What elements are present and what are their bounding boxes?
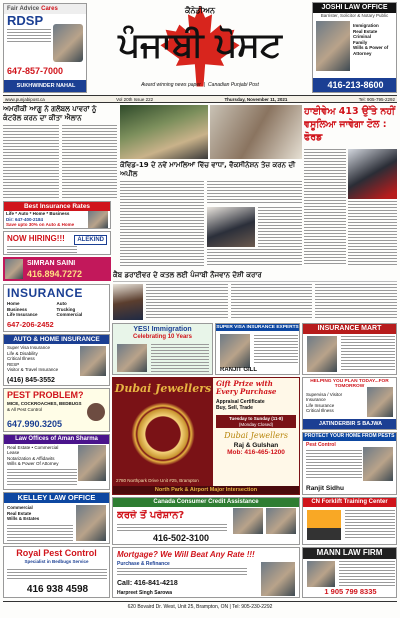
ad-tagline: Celebrating 10 Years <box>133 333 192 340</box>
news-photo-crowd <box>120 105 208 159</box>
service-item: Life Insurance <box>7 312 38 317</box>
ad-offer: Save upto 30% on Auto & Home <box>6 222 75 228</box>
services-list <box>303 391 365 415</box>
mortgage-ad <box>112 547 300 598</box>
article-body-text <box>207 181 302 205</box>
article-body-text <box>304 149 346 266</box>
ad-phone: 1 905 799 8335 <box>324 587 377 596</box>
broker-name: Harpreet Singh Sarowa <box>117 590 173 596</box>
service-item: Supervisa / Visitor Insurance <box>306 391 343 403</box>
service-item: RESP <box>7 361 20 367</box>
article-lead-left <box>3 125 117 199</box>
store-name-script: Dubai Jewellers <box>224 431 288 440</box>
ad-title: INSURANCE MART <box>303 324 396 334</box>
agent-photo <box>5 259 23 279</box>
jewellery-panel <box>113 378 213 486</box>
masthead <box>90 2 310 94</box>
ad-subtitle: Pest Control <box>306 441 336 448</box>
broker-photo <box>261 562 295 596</box>
ad-title: Best Insurance Rates <box>4 202 110 211</box>
service-item: Appraisal Certificate <box>216 399 265 405</box>
dubai-jewellers-ad <box>112 377 300 495</box>
ad-phone: 416 938 4598 <box>26 584 89 595</box>
store-hours <box>216 415 296 428</box>
issue-date: Thursday, November 11, 2021 <box>224 96 288 102</box>
ad-subtitle: Barrister, Solicitor & Notary Public <box>320 12 389 18</box>
service-item: Visitor & Travel Insurance <box>7 367 59 373</box>
tagline-right: Canadian Punjabi Post <box>208 82 259 88</box>
ad-body-text <box>7 525 73 541</box>
ad-title: YES! Immigration <box>133 326 192 333</box>
ad-body-text <box>7 569 107 581</box>
tagline-left: Award winning news paper <box>141 82 201 88</box>
advisor-photo <box>233 508 263 534</box>
agent-name: JATINDERBIR S BAJWA <box>303 419 397 429</box>
service-item: Trucking <box>56 306 76 312</box>
ad-body-text <box>341 336 395 372</box>
protect-home-pests-ad <box>302 432 397 495</box>
insurance-mart-ad <box>302 323 397 375</box>
ad-title: PROTECT YOUR HOME FROM PESTS <box>304 433 395 439</box>
advisor-name: SUKHWINDER NAHAL <box>4 80 87 92</box>
article-body-text <box>146 284 228 320</box>
brand-name: Fair Advice <box>7 6 40 12</box>
service-item: Immigration <box>353 23 379 28</box>
simran-saini-ad <box>3 257 111 281</box>
kelley-law-ad <box>3 492 110 544</box>
ad-phone: 416-213-8600 <box>313 78 397 92</box>
advisor-photo <box>266 508 296 534</box>
ad-title: PEST PROBLEM? <box>7 390 84 400</box>
services-list <box>216 399 296 411</box>
ad-title: AUTO & HOME INSURANCE <box>4 335 109 344</box>
super-visa-insurance-ad <box>215 323 300 375</box>
agent-name: RANJIT GILL <box>220 367 257 373</box>
technician-photo <box>363 447 393 481</box>
agent-phone: 416.894.7272 <box>27 269 83 279</box>
ad-body-text <box>117 524 227 532</box>
ad-body-text <box>7 246 77 254</box>
ad-title: CN Forklift Training Center <box>303 498 396 507</box>
lawyer-photo <box>316 21 350 71</box>
tagline-divider: | <box>203 82 206 88</box>
pest-problem-ad <box>3 388 110 432</box>
article-second <box>146 284 397 320</box>
service-item: Super Visa Insurance <box>7 345 50 351</box>
store-name: Dubai Jewellers <box>114 382 212 395</box>
service-item: Home <box>7 301 20 306</box>
article-body-text <box>348 201 397 266</box>
services-list <box>353 23 396 56</box>
masthead-tagline <box>90 82 310 88</box>
lawyer-photo <box>307 561 335 587</box>
ad-body-text <box>7 29 51 43</box>
store-mobile: Mob: 416-465-1200 <box>227 449 285 456</box>
brand-tag: Cares <box>41 6 58 12</box>
ad-phone: 647-206-2452 <box>7 320 54 329</box>
issue-number: Vol 20th Issue 222 <box>116 96 154 102</box>
service-item: Life Insurance <box>306 402 335 408</box>
ad-headline: RDSP <box>7 13 44 28</box>
service-item: Buy, Sell, Trade <box>216 405 253 411</box>
company-logo: ALEKIND <box>74 235 107 245</box>
article-body-text <box>315 284 397 320</box>
agent-name: SIMRAN SAINI <box>27 260 76 267</box>
service-item: Wills & Power of Attorney <box>353 45 389 56</box>
article-body-text <box>258 207 302 247</box>
ad-phone: 647.990.3205 <box>7 419 63 429</box>
credit-assistance-ad <box>112 497 300 545</box>
services-list <box>4 444 74 468</box>
ad-body-text <box>345 510 395 540</box>
ad-body-text <box>306 450 362 480</box>
service-item: Real Estate <box>353 28 378 34</box>
hours-closed: (Monday Closed) <box>238 421 274 427</box>
service-item: Family <box>353 39 368 45</box>
service-item: Wills & Estates <box>7 516 40 522</box>
contact: Tel: 905-795-2292 <box>358 96 395 102</box>
ad-phone: 416-502-3100 <box>153 533 210 543</box>
agent-photo <box>80 346 106 376</box>
article-body-text <box>62 125 118 199</box>
ad-title: Canada Consumer Credit Assistance <box>113 498 299 507</box>
forklift-icon <box>307 510 341 540</box>
ad-phone: Dir: 647-400-2184 <box>6 216 44 222</box>
masthead-overline: ਕੈਨੇਡੀਅਨ <box>185 6 215 15</box>
headline-lead-left: ਅਮਰੀਕੀ ਆਗੂ ਨੇ ਗਲੋਬਲ ਪਾਵਰਾਂ ਨੂੰ ਕੰਟਰੋਲ ਕਰਨ ਦਾ ਕੀਤਾ ਐਲਾਨ <box>3 105 97 122</box>
immigration-ad <box>112 323 213 375</box>
ad-phone: (416) 845-3552 <box>7 377 55 384</box>
ad-body-text <box>339 561 395 587</box>
ad-body-text <box>117 568 247 577</box>
service-item: Real Estate <box>7 510 32 516</box>
aman-sharma-law-ad <box>3 434 110 490</box>
advisor-phone: 647-857-7000 <box>7 66 64 76</box>
service-item: Critical Illness <box>306 408 334 414</box>
agent-photo <box>220 334 250 368</box>
hiring-ad <box>3 231 111 255</box>
ad-title: INSURANCE <box>7 286 83 300</box>
service-item: Critical Illness <box>7 356 35 362</box>
headline-second: ਕੈਬ ਡਰਾਈਵਰ ਦੇ ਕਤਲ ਲਈ ਪੰਜਾਬੀ ਨੌਜਵਾਨ ਦੋਸ਼ੀ ਕਰਾਰ <box>113 269 397 282</box>
ad-title: KELLEY LAW OFFICE <box>4 493 109 503</box>
service-item: Auto <box>56 301 67 306</box>
jewellery-image <box>131 402 195 466</box>
advisor-photo <box>53 24 83 62</box>
news-photo-meeting <box>210 105 302 159</box>
forklift-training-ad <box>302 497 397 545</box>
ad-body-text <box>254 335 298 365</box>
article-body-text <box>231 284 313 320</box>
ad-title: Law Offices of Aman Sharma <box>4 435 109 444</box>
consultant-photo <box>117 344 147 372</box>
ad-line: Purchase & Refinance <box>117 561 170 567</box>
ad-subtitle: Specialist in Bedbugs Service <box>24 558 89 564</box>
ad-body-text <box>151 344 209 372</box>
bajwa-insurance-ad <box>302 377 397 430</box>
service-item: Wills & Power Of Attorney <box>7 461 59 467</box>
agent-photo <box>307 336 337 372</box>
ad-title: HELPING YOU PLAN TODAY...FOR TOMORROW <box>310 379 389 390</box>
service-item: Real Estate • Commercial Lease <box>7 444 59 456</box>
ad-body-text <box>7 469 77 487</box>
services-list <box>4 301 109 318</box>
best-insurance-ad <box>3 201 111 229</box>
ad-headline: ਕਰਜ਼ੇ ਤੋਂ ਪਰੇਸ਼ਾਨ? <box>117 510 185 521</box>
owner-names: Raj & Gulshan <box>233 442 279 449</box>
headline-lead-right: ਹਾਈਵੇਅ 413 ਉੱਤੇ ਨਹੀਂ ਵਸੂਲਿਆ ਜਾਵੇਗਾ ਟੋਲ : ਫੋਰਡ <box>304 106 395 143</box>
agent-photo <box>88 211 108 228</box>
ad-title: JOSHI LAW OFFICE <box>313 3 396 13</box>
footer-address: 620 Bovaird Dr. West, Unit 25, Brampton, ON | Tel: 905-230-2292 <box>3 601 397 613</box>
date-bar <box>3 95 397 103</box>
masthead-title: ਪੰਜਾਬੀ ਪੋਸਟ <box>118 25 282 65</box>
offer-panel <box>213 378 299 486</box>
insurance-ad <box>3 284 110 332</box>
lawyer-photo <box>76 505 106 541</box>
store-landmark: North Park & Airport Major Intersection <box>113 486 299 495</box>
rdsp-advisor-ad <box>3 3 87 93</box>
service-item: Life & Disability <box>7 350 38 356</box>
ad-title: Mortgage? We Will Beat Any Rate !!! <box>117 550 255 559</box>
store-address: 2780 Northpark Drive Unit #25, Brampton <box>116 477 199 483</box>
ad-phone: Call: 416-841-4218 <box>117 580 178 587</box>
ad-title: Royal Pest Control <box>16 548 97 558</box>
website: www.punjabipost.ca <box>5 96 45 102</box>
article-body-text <box>207 249 302 266</box>
mann-law-firm-ad <box>302 547 397 598</box>
service-item: Commercial <box>56 312 83 317</box>
service-item: Notarization & Affidavits <box>7 455 55 461</box>
article-body-text <box>3 125 59 199</box>
hours-open: Tuesday to Sunday (11-8) <box>229 416 283 421</box>
agent-photo <box>367 387 393 417</box>
technician-name: Ranjit Sidhu <box>306 485 344 492</box>
service-item: Criminal <box>353 34 372 39</box>
news-photo-portrait <box>207 207 255 247</box>
service-item: Commercial <box>7 505 33 511</box>
service-item: Business <box>7 306 28 312</box>
ad-line: MICE, COCKROACHES, BEDBUGS <box>7 401 82 406</box>
ad-line: & All Pest Control <box>7 406 43 412</box>
news-photo-premier <box>348 149 397 199</box>
auto-home-insurance-ad <box>3 334 110 386</box>
news-photo-accused <box>113 284 143 320</box>
gift-offer: Gift Prize with Every Purchase <box>216 379 277 396</box>
article-body-text <box>120 181 204 266</box>
ad-title: SUPER VISA INSURANCE EXPERTS <box>216 325 299 330</box>
ad-services: Life * Auto * Home * Business <box>6 211 70 217</box>
ad-title: NOW HIRING!!! <box>7 234 65 243</box>
lawyer-photo <box>78 445 106 481</box>
ad-title: MANN LAW FIRM <box>303 548 396 559</box>
headline-lead-center: ਕੋਵਿਡ-19 ਦੇ ਨਵੇਂ ਮਾਮਲਿਆਂ ਵਿੱਚ ਵਾਧਾ, ਵੈਕਸੀਨੇਸ਼ਨ ਤੇਜ਼ ਕਰਨ ਦੀ ਅਪੀਲ <box>120 161 296 178</box>
royal-pest-control-ad <box>3 546 110 598</box>
joshi-law-ad <box>312 2 397 93</box>
pest-icon <box>87 403 105 421</box>
